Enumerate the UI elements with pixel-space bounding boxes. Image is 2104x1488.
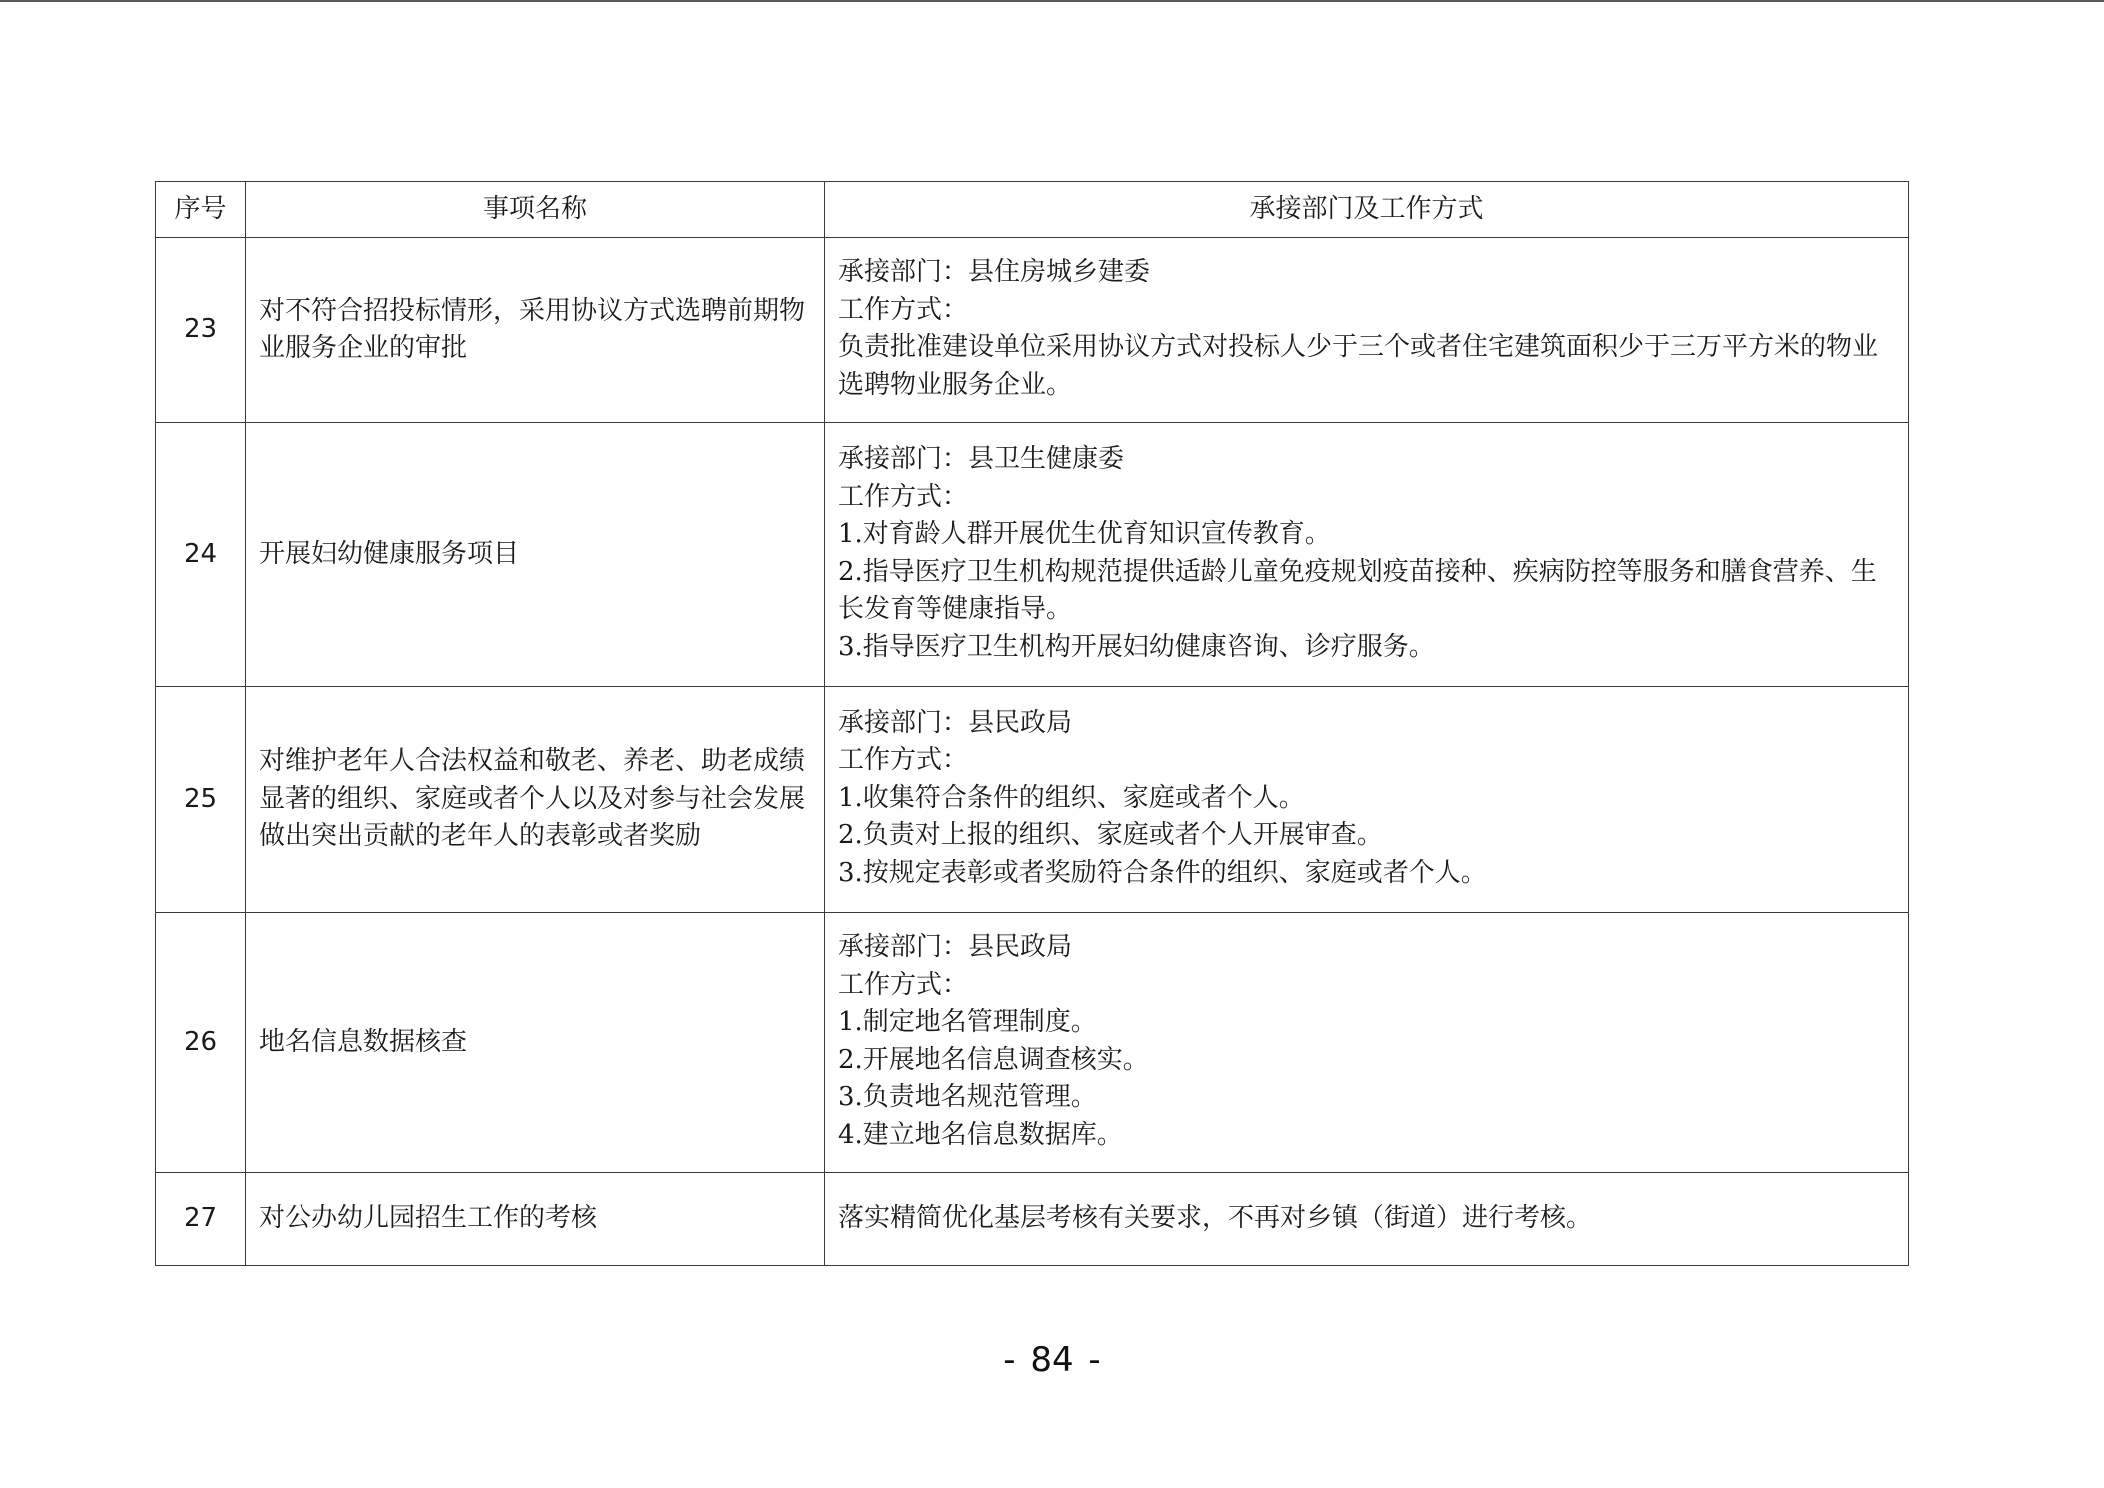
- row-department-method: [825, 423, 1909, 687]
- method-step: 2.开展地名信息调查核实。: [838, 1044, 1149, 1075]
- method-step: 1.对育龄人群开展优生优育知识宣传教育。: [838, 519, 1331, 549]
- method-step: 3.负责地名规范管理。: [838, 1082, 1097, 1112]
- method-label: 工作方式：: [838, 481, 969, 512]
- method-step: 3.按规定表彰或者奖励符合条件的组织、家庭或者个人。: [838, 857, 1487, 888]
- table-row: [156, 423, 1909, 687]
- row-serial-number: 26: [156, 913, 246, 1173]
- method-step: 1.收集符合条件的组织、家庭或者个人。: [838, 782, 1305, 813]
- table-row: [156, 913, 1909, 1173]
- row-department-method: [825, 1173, 1909, 1266]
- table-row: [156, 238, 1909, 423]
- dept-line: 承接部门：县民政局: [838, 707, 1073, 738]
- method-step: 4.建立地名信息数据库。: [838, 1119, 1123, 1150]
- method-step: 2.指导医疗卫生机构规范提供适龄儿童免疫规划疫苗接种、疾病防控等服务和膳食营养、生长发育等健康指导。: [838, 556, 1877, 624]
- row-serial-number: 27: [156, 1173, 246, 1266]
- page-number: - 84 -: [1003, 1340, 1101, 1380]
- row-item-name: 对公办幼儿园招生工作的考核: [246, 1173, 825, 1266]
- table-row: [156, 1173, 1909, 1266]
- row-department-method: [825, 238, 1909, 423]
- dept-line: 承接部门：县住房城乡建委: [838, 257, 1151, 287]
- method-label: 工作方式：: [838, 294, 969, 325]
- page-top-border: [0, 0, 2104, 2]
- row-item-name: 地名信息数据核查: [246, 913, 825, 1173]
- header-item-name: 事项名称: [246, 182, 825, 238]
- method-label: 工作方式：: [838, 969, 969, 1000]
- method-step: 2.负责对上报的组织、家庭或者个人开展审查。: [838, 820, 1383, 851]
- row-department-method: [825, 687, 1909, 913]
- table-row: [156, 687, 1909, 913]
- row-serial-number: 23: [156, 238, 246, 423]
- row-item-name: 开展妇幼健康服务项目: [246, 423, 825, 687]
- items-table: [155, 181, 1909, 1266]
- method-detail: 负责批准建设单位采用协议方式对投标人少于三个或者住宅建筑面积少于三万平方米的物业选聘物业服务企业。: [838, 332, 1879, 400]
- row-serial-number: 24: [156, 423, 246, 687]
- dept-line: 承接部门：县民政局: [838, 932, 1073, 962]
- method-step: 3.指导医疗卫生机构开展妇幼健康咨询、诊疗服务。: [838, 631, 1435, 662]
- row-department-method: [825, 913, 1909, 1173]
- header-serial-number: 序号: [156, 182, 246, 238]
- method-step: 1.制定地名管理制度。: [838, 1007, 1097, 1037]
- table-header-row: [156, 182, 1909, 238]
- method-label: 工作方式：: [838, 745, 969, 776]
- method-detail: 落实精简优化基层考核有关要求，不再对乡镇（街道）进行考核。: [838, 1203, 1593, 1234]
- row-item-name: 对不符合招投标情形，采用协议方式选聘前期物业服务企业的审批: [246, 238, 825, 423]
- header-department-method: 承接部门及工作方式: [825, 182, 1909, 238]
- row-item-name: 对维护老年人合法权益和敬老、养老、助老成绩显著的组织、家庭或者个人以及对参与社会发展做出突出贡献的老年人的表彰或者奖励: [246, 687, 825, 913]
- row-serial-number: 25: [156, 687, 246, 913]
- dept-line: 承接部门：县卫生健康委: [838, 444, 1125, 474]
